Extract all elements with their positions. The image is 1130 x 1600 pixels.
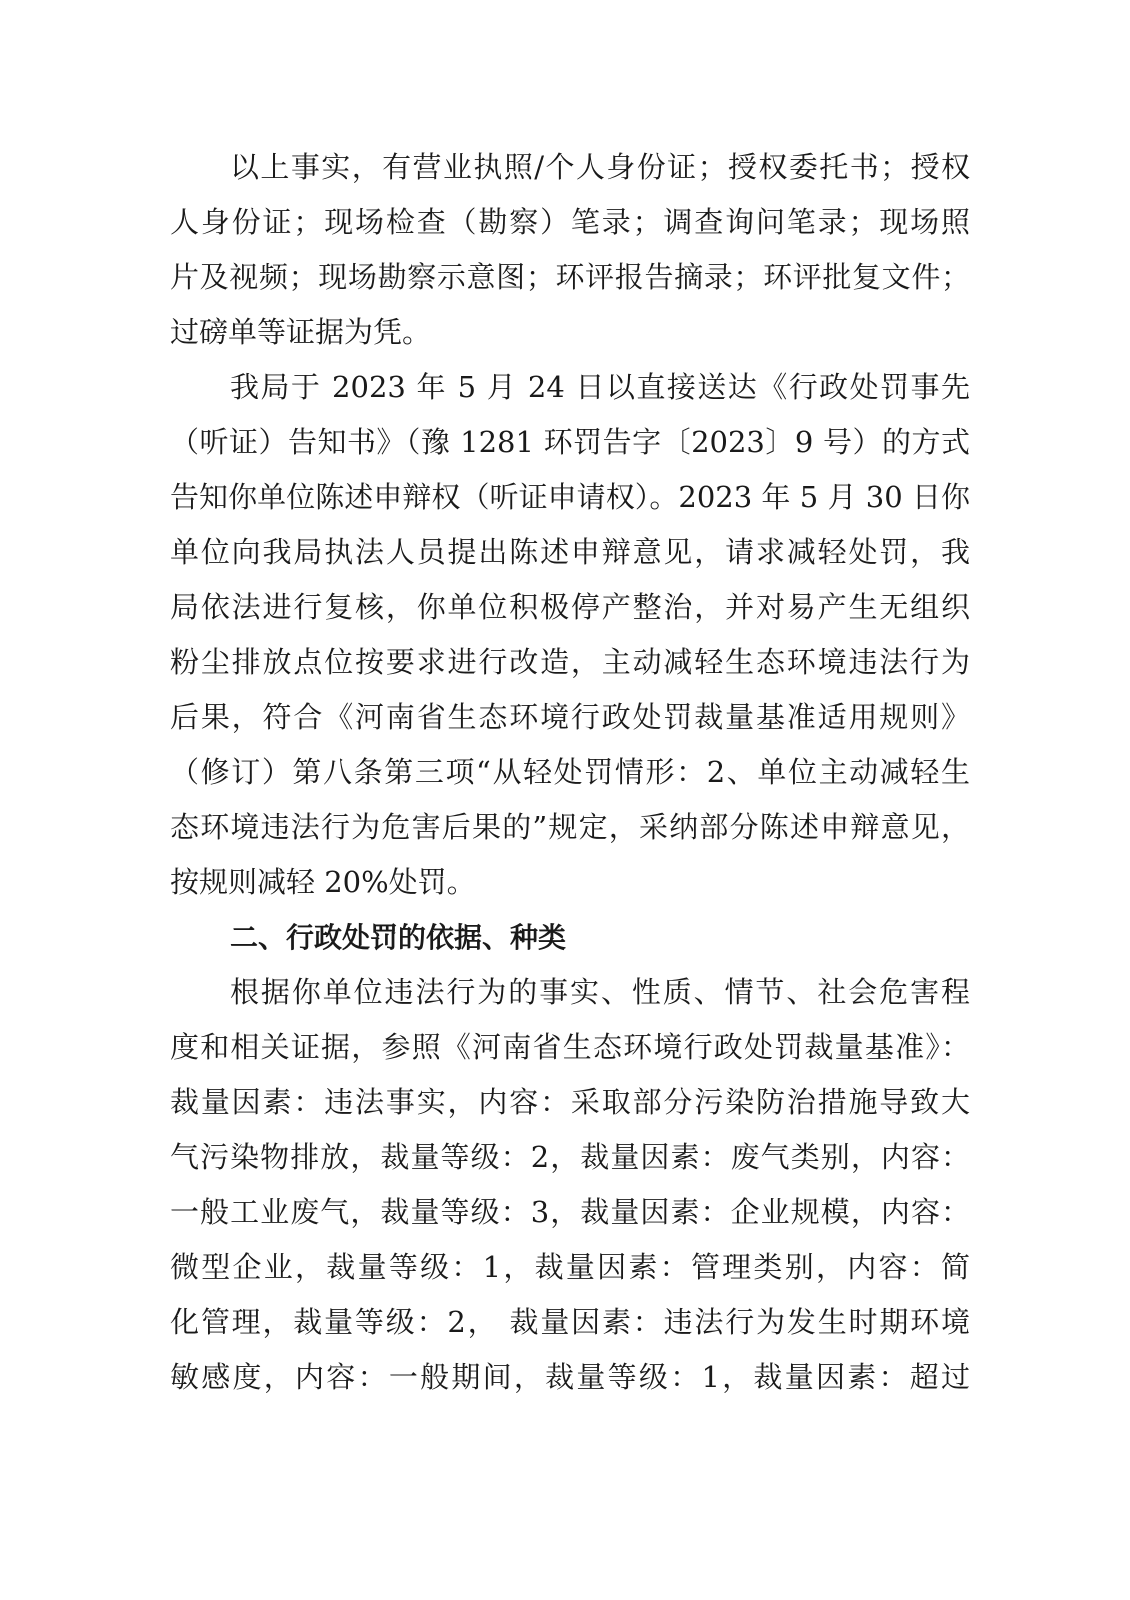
text-line: 局依法进行复核，你单位积极停产整治，并对易产生无组织 xyxy=(170,590,970,624)
text-line: 后果，符合《河南省生态环境行政处罚裁量基准适用规则》 xyxy=(170,700,970,734)
paragraph-evidence xyxy=(170,140,970,360)
text-line: 我局于 2023 年 5 月 24 日以直接送达《行政处罚事先 xyxy=(230,370,970,404)
document-page xyxy=(170,140,970,1405)
text-line: 气污染物排放，裁量等级：2，裁量因素：废气类别，内容： xyxy=(170,1140,970,1174)
text-line: （听证）告知书》（豫 1281 环罚告字〔2023〕9 号）的方式 xyxy=(170,425,970,459)
text-line: 敏感度，内容：一般期间，裁量等级：1，裁量因素：超过 xyxy=(170,1360,970,1394)
text-line: 根据你单位违法行为的事实、性质、情节、社会危害程 xyxy=(230,975,970,1009)
text-line: 单位向我局执法人员提出陈述申辩意见，请求减轻处罚，我 xyxy=(170,535,970,569)
text-line: 以上事实，有营业执照/个人身份证；授权委托书；授权 xyxy=(230,150,970,184)
paragraph-notice xyxy=(170,360,970,910)
section-heading: 二、行政处罚的依据、种类 xyxy=(230,921,567,954)
text-line: 过磅单等证据为凭。 xyxy=(170,315,432,349)
text-line: 片及视频；现场勘察示意图；环评报告摘录；环评批复文件； xyxy=(170,260,970,294)
text-line: 度和相关证据，参照《河南省生态环境行政处罚裁量基准》： xyxy=(170,1030,970,1064)
text-line: 告知你单位陈述申辩权（听证申请权）。2023 年 5 月 30 日你 xyxy=(170,480,970,514)
text-line: 按规则减轻 20%处罚。 xyxy=(170,865,476,899)
text-line: 人身份证；现场检查（勘察）笔录；调查询问笔录；现场照 xyxy=(170,205,970,239)
paragraph-basis xyxy=(170,965,970,1405)
text-line: 粉尘排放点位按要求进行改造，主动减轻生态环境违法行为 xyxy=(170,645,970,679)
text-line: 裁量因素：违法事实，内容：采取部分污染防治措施导致大 xyxy=(170,1085,970,1119)
text-line: 微型企业，裁量等级：1，裁量因素：管理类别，内容：简 xyxy=(170,1250,970,1284)
text-line: 一般工业废气，裁量等级：3，裁量因素：企业规模，内容： xyxy=(170,1195,970,1229)
text-line: 态环境违法行为危害后果的”规定，采纳部分陈述申辩意见， xyxy=(170,810,970,844)
text-line: （修订）第八条第三项“从轻处罚情形：2、单位主动减轻生 xyxy=(170,755,970,789)
text-line: 化管理，裁量等级：2， 裁量因素：违法行为发生时期环境 xyxy=(170,1305,970,1339)
